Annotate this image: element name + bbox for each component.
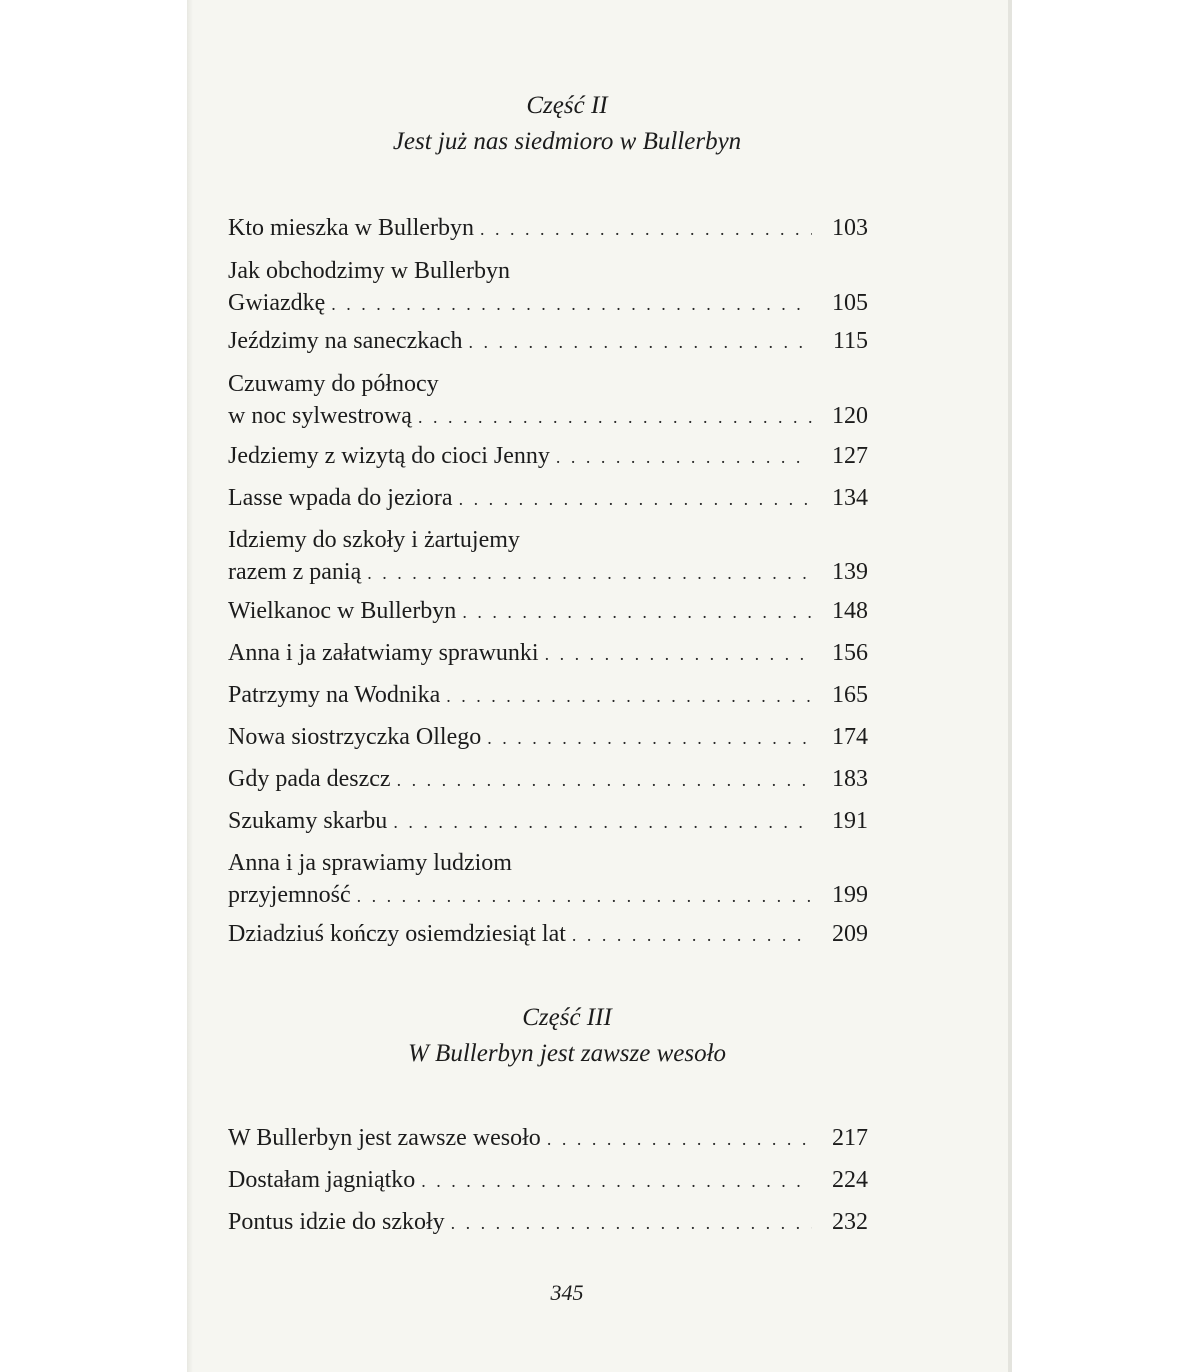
toc-entry <box>228 368 868 433</box>
toc-entry-title-line2: w noc sylwestrową <box>228 403 412 429</box>
toc-entry-line <box>228 482 868 515</box>
toc-entry-line <box>228 763 868 796</box>
toc-entry-page: 183 <box>832 766 868 792</box>
toc-leader-dots <box>393 806 812 838</box>
toc-entry-line <box>228 595 868 628</box>
toc-entry <box>228 679 868 712</box>
toc-leader-dots <box>459 483 812 515</box>
toc-entry-title: Jeździmy na saneczkach <box>228 328 463 354</box>
toc-entry-title: Dostałam jagniątko <box>228 1167 416 1193</box>
toc-entry-line <box>228 918 868 951</box>
page-gutter-shadow <box>187 0 193 1372</box>
toc-entry <box>228 763 868 796</box>
toc-leader-dots <box>469 326 812 358</box>
toc-leader-dots <box>446 680 812 712</box>
toc-entry-title-line1: Anna i ja sprawiamy ludziom <box>228 850 512 876</box>
toc-entry <box>228 255 868 320</box>
toc-entry-title-line2: razem z panią <box>228 559 362 585</box>
toc-entry-title: Wielkanoc w Bullerbyn <box>228 598 457 624</box>
toc-entry-title: Pontus idzie do szkoły <box>228 1209 445 1235</box>
toc-entry <box>228 440 868 473</box>
toc-entry-page: 156 <box>832 640 868 666</box>
toc-entry-line <box>228 805 868 838</box>
toc-entry-page: 217 <box>832 1125 868 1151</box>
toc-entry-title-line1: Czuwamy do północy <box>228 371 439 397</box>
toc-entry-title: Jedziemy z wizytą do cioci Jenny <box>228 443 550 469</box>
toc-leader-dots <box>462 596 812 628</box>
toc-leader-dots <box>367 557 812 589</box>
part-2-label: Część II <box>526 92 608 119</box>
toc-entry-line <box>228 556 868 589</box>
toc-entry-line <box>228 721 868 754</box>
page-right-edge <box>1008 0 1012 1372</box>
toc-entry-page: 115 <box>832 328 868 354</box>
part-2-subtitle: Jest już nas siedmioro w Bullerbyn <box>392 128 742 155</box>
toc-leader-dots <box>487 722 812 754</box>
toc-entry-line <box>228 637 868 670</box>
part-3-subtitle: W Bullerbyn jest zawsze wesoło <box>407 1040 727 1067</box>
toc-entry <box>228 212 868 245</box>
toc-entry-page: 148 <box>832 598 868 624</box>
toc-leader-dots <box>480 213 812 245</box>
toc-entry <box>228 482 868 515</box>
toc-entry-page: 165 <box>832 682 868 708</box>
toc-entry-title-line2: przyjemność <box>228 882 351 908</box>
toc-entry-page: 174 <box>832 724 868 750</box>
toc-entry-title-line2: Gwiazdkę <box>228 290 326 316</box>
toc-entry-page: 139 <box>832 559 868 585</box>
toc-entry-page: 209 <box>832 921 868 947</box>
toc-leader-dots <box>331 288 812 320</box>
toc-leader-dots <box>545 638 812 670</box>
toc-entry-page: 105 <box>832 290 868 316</box>
toc-entry-page: 120 <box>832 403 868 429</box>
toc-entry-title-line1: Idziemy do szkoły i żartujemy <box>228 527 520 553</box>
toc-leader-dots <box>418 401 812 433</box>
toc-leader-dots <box>397 764 812 796</box>
toc-entry-title: Lasse wpada do jeziora <box>228 485 453 511</box>
toc-entry-title: Nowa siostrzyczka Ollego <box>228 724 482 750</box>
toc-leader-dots <box>572 919 812 951</box>
toc-entry <box>228 1122 868 1155</box>
toc-entry-page: 191 <box>832 808 868 834</box>
toc-leader-dots <box>451 1207 812 1239</box>
toc-entry-line <box>228 679 868 712</box>
toc-entry-line <box>228 212 868 245</box>
toc-entry-title-line1: Jak obchodzimy w Bullerbyn <box>228 258 510 284</box>
toc-entry <box>228 847 868 912</box>
page-number: 345 <box>550 1280 584 1305</box>
toc-entry-page: 199 <box>832 882 868 908</box>
toc-entry-page: 232 <box>832 1209 868 1235</box>
toc-leader-dots <box>556 441 812 473</box>
toc-entry <box>228 1164 868 1197</box>
toc-entry-title: Kto mieszka w Bullerbyn <box>228 215 474 241</box>
toc-entry-title: W Bullerbyn jest zawsze wesoło <box>228 1125 541 1151</box>
toc-entry-line <box>228 440 868 473</box>
toc-leader-dots <box>357 880 812 912</box>
toc-entry-page: 127 <box>832 443 868 469</box>
toc-entry-title: Szukamy skarbu <box>228 808 388 834</box>
toc-entry <box>228 595 868 628</box>
toc-entry-page: 224 <box>832 1167 868 1193</box>
toc-entry-title: Patrzymy na Wodnika <box>228 682 441 708</box>
toc-entry-line <box>228 287 868 320</box>
toc-entry-line <box>228 400 868 433</box>
toc-entry <box>228 637 868 670</box>
toc-entry <box>228 325 868 358</box>
toc-entry-title: Dziadziuś kończy osiemdziesiąt lat <box>228 921 566 947</box>
toc-entry <box>228 1206 868 1239</box>
toc-leader-dots <box>547 1123 812 1155</box>
toc-entry <box>228 524 868 589</box>
toc-entry-line <box>228 1164 868 1197</box>
toc-entry <box>228 805 868 838</box>
toc-entry-title: Gdy pada deszcz <box>228 766 391 792</box>
toc-entry-page: 134 <box>832 485 868 511</box>
toc-entry-line <box>228 1206 868 1239</box>
toc-leader-dots <box>421 1165 812 1197</box>
toc-entry-line <box>228 879 868 912</box>
toc-entry <box>228 721 868 754</box>
toc-entry-line <box>228 325 868 358</box>
toc-entry-line <box>228 1122 868 1155</box>
part-3-label: Część III <box>522 1004 612 1031</box>
toc-entry <box>228 918 868 951</box>
toc-entry-title: Anna i ja załatwiamy sprawunki <box>228 640 539 666</box>
toc-entry-page: 103 <box>832 215 868 241</box>
